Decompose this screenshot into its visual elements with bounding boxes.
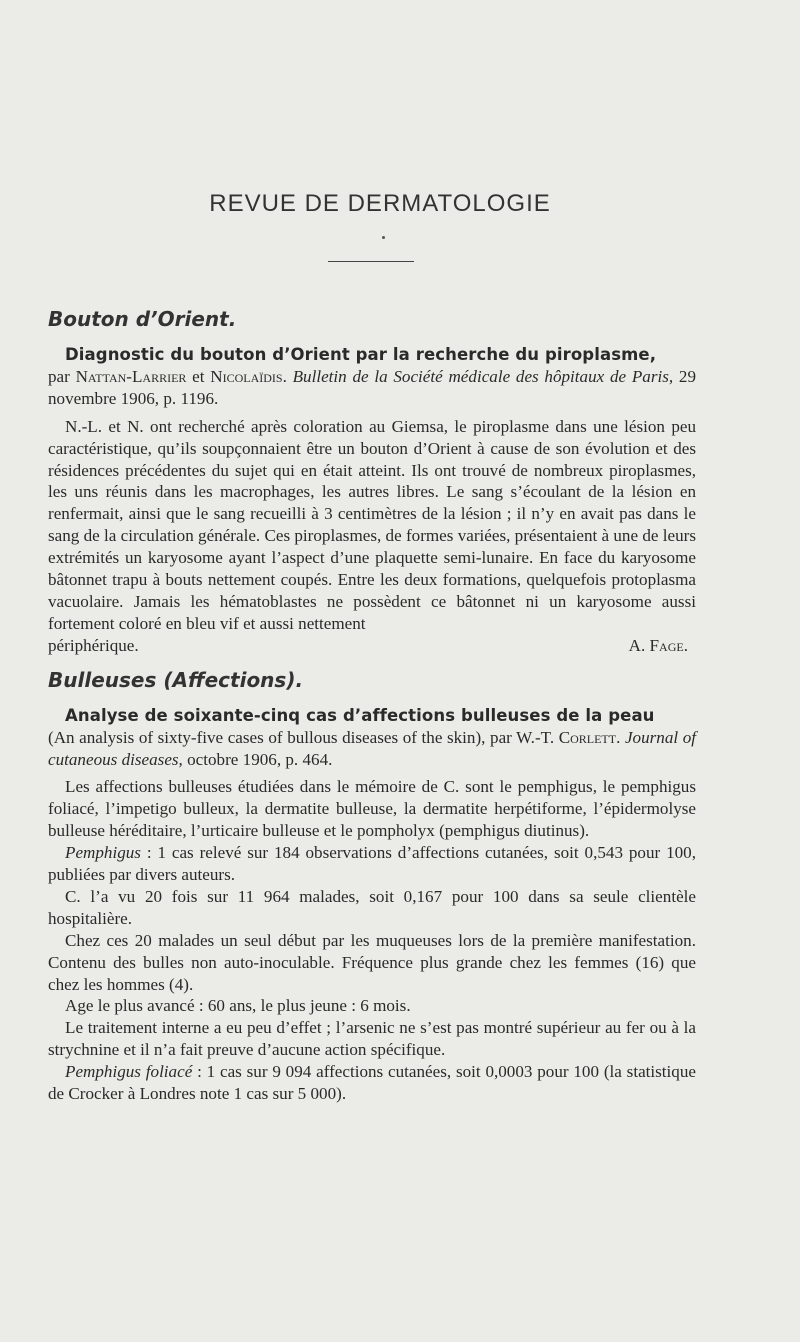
body-paragraph (48, 930, 696, 996)
journal-name: Bulletin de la Société médicale des hôpitaux de Paris, (292, 366, 674, 386)
article-reference (48, 705, 696, 771)
paragraph-text: Chez ces 20 malades un seul début par les muqueuses lors de la première manifestation. Contenu des bulles non auto-inoculable. Fréquence plus grande chez les femmes (16) que chez les hommes (4). (48, 930, 696, 994)
body-paragraph: N.-L. et N. ont recherché après coloration au Giemsa, le piroplasme dans une lésion peu caractéristique, qu’ils soupçonnaient être un bouton d’Orient à cause de son évolution et des résidences précédentes du sujet qui en était atteint. Ils ont trouvé de nombreux piroplasmes, les uns réunis dans les macrophages, les autres libres. Le sang s’écoulant de la lésion en renfermait, ainsi que le sang recueilli à 3 centimètres de la lésion ; il n’y en avait pas dans le sang de la circulation générale. Ces piroplasmes, de formes variées, présentaient à une de leurs extrémités un karyosome ayant l’aspect d’une plaquette semi-lunaire. En face du karyosome bâtonnet trapu à bouts nettement coupés. Entre les deux formations, quelquefois protoplasma vacuolaire. Jamais les hématoblastes ne possèdent ce bâtonnet ni un karyosome aussi fortement coloré en bleu vif et aussi nettement (48, 416, 696, 633)
paragraph-text: : 1 cas sur 9 094 affections cutanées, soit 0,0003 pour 100 (la statistique de Crocker à Londres note 1 cas sur 5 000). (48, 1062, 696, 1104)
body-paragraph (48, 995, 696, 1017)
author-name-2: Nicolaïdis (210, 366, 283, 386)
header-rule (328, 261, 414, 262)
section-title-bulleuses: Bulleuses (Affections). (48, 667, 304, 692)
paragraph-text: Age le plus avancé : 60 ans, le plus jeune : 6 mois. (65, 996, 411, 1016)
author-name: Corlett (558, 727, 617, 747)
paragraph-text: Les affections bulleuses étudiées dans le mémoire de C. sont le pemphigus, le pemphigus foliacé, l’impetigo bulleux, la dermatite bulleuse, la dermatite herpétiforme, l’épidermolyse bulleuse héréditaire, l’urticaire bulleuse et le pompholyx (pemphigus diutinus). (48, 777, 696, 841)
section-title-bouton-orient: Bouton d’Orient. (48, 307, 237, 331)
article-title: Analyse de soixante-cinq cas d’affections bulleuses de la peau (65, 705, 655, 725)
ref-prefix: par (48, 366, 76, 386)
paragraph-lead: Pemphigus (65, 843, 141, 863)
body-paragraph (48, 776, 696, 842)
signature: A. Fage. (628, 635, 688, 655)
ref-dot: . (616, 727, 625, 747)
body-paragraph-end (48, 635, 696, 657)
paragraph-text: : 1 cas relevé sur 184 observations d’affections cutanées, soit 0,543 pour 100, publiées par divers auteurs. (48, 843, 696, 885)
ref-date: 29 novembre 1906, p. 1196. (48, 366, 697, 408)
article-title: Diagnostic du bouton d’Orient par la recherche du piroplasme, (65, 345, 657, 364)
main-content (48, 306, 696, 1105)
page-header: REVUE DE DERMATOLOGIE (209, 190, 551, 217)
paragraph-text: Le traitement interne a eu peu d’effet ; l’arsenic ne s’est pas montré supérieur au fer ou à la strychnine et il n’a fait preuve d’aucune action spécifique. (48, 1018, 696, 1060)
body-paragraph (48, 886, 696, 930)
body-last-line: périphérique. (48, 635, 139, 655)
paragraph-lead: Pemphigus foliacé (65, 1062, 193, 1082)
ref-conjunction: et (186, 366, 211, 386)
ref-dot: . (282, 366, 293, 386)
journal-name: Journal of cutaneous diseases, (48, 727, 697, 769)
body-paragraph (48, 1017, 696, 1061)
ref-date: octobre 1906, p. 464. (182, 749, 333, 769)
ornament-dot (382, 236, 385, 239)
paragraph-text: C. l’a vu 20 fois sur 11 964 malades, soit 0,167 pour 100 dans sa seule clientèle hospitalière. (48, 886, 696, 928)
author-name: Nattan-Larrier (75, 366, 187, 386)
article-reference (48, 344, 696, 410)
body-paragraph (48, 842, 696, 886)
ref-prefix: (An analysis of sixty-five cases of bullous diseases of the skin), par W.-T. (48, 727, 559, 747)
body-paragraph (48, 1061, 696, 1105)
